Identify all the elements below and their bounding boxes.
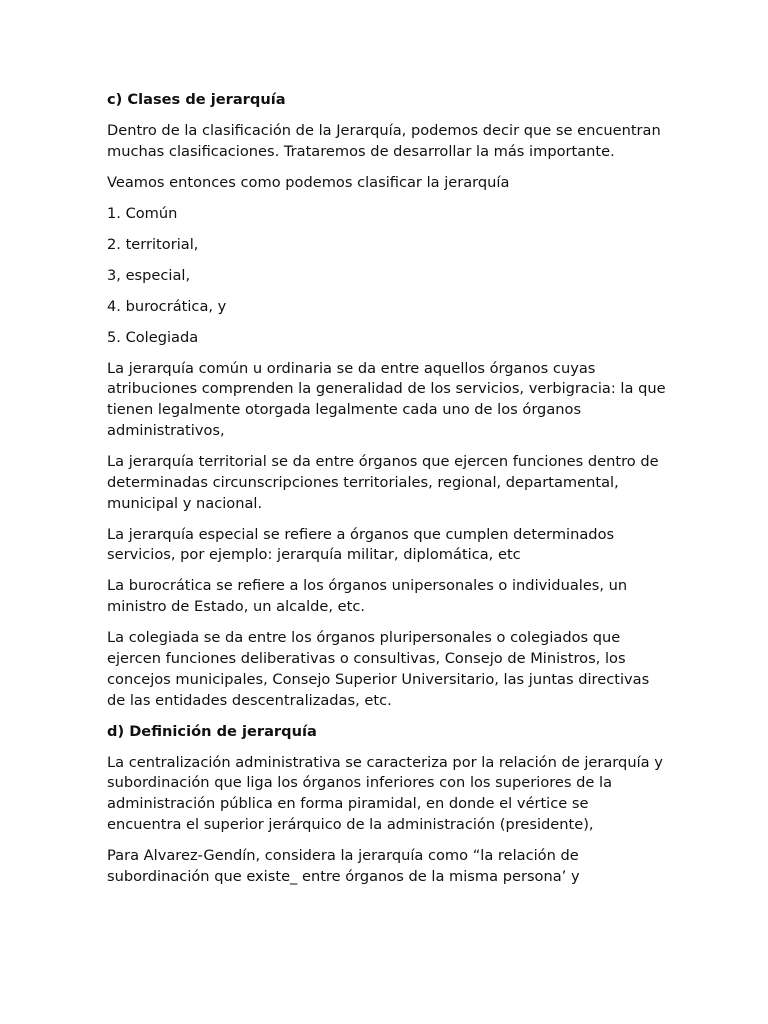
document-page [107, 90, 671, 898]
section-c-heading: c) Clases de jerarquía [107, 91, 286, 108]
list-item: 3, especial, [107, 266, 191, 284]
section-c-lead: Veamos entonces como podemos clasificar la jerarquía [107, 173, 510, 191]
paragraph-colegiada: La colegiada se da entre los órganos pluripersonales o colegiados que ejercen funciones deliberativas o consultivas, Consejo de Ministros, los concejos municipales, Consejo Superior Universitario, las juntas directivas de las entidades descentralizadas, etc. [107, 629, 654, 709]
paragraph-jerarquia-comun: La jerarquía común u ordinaria se da entre aquellos órganos cuyas atribuciones comprenden la generalidad de los servicios, verbigracia: la que tienen legalmente otorgada legalmente cada uno de los órganos administrativos, [107, 359, 671, 440]
section-d-heading: d) Definición de jerarquía [107, 722, 317, 740]
paragraph-centralizacion: La centralización administrativa se caracteriza por la relación de jerarquía y subordinación que liga los órganos inferiores con los superiores de la administración pública en forma piramidal, en donde el vértice se encuentra el superior jerárquico de la administración (presidente), [107, 753, 668, 833]
paragraph-burocratica: La burocrática se refiere a los órganos unipersonales o individuales, un ministro de Estado, un alcalde, etc. [107, 577, 632, 616]
paragraph-jerarquia-territorial: La jerarquía territorial se da entre órganos que ejercen funciones dentro de determinadas circunscripciones territoriales, regional, departamental, municipal y nacional. [107, 453, 668, 512]
paragraph-jerarquia-especial: La jerarquía especial se refiere a órganos que cumplen determinados servicios, por ejemplo: jerarquía militar, diplomática, etc [107, 525, 619, 564]
section-c-intro: Dentro de la clasificación de la Jerarquía, podemos decir que se encuentran muchas clasificaciones. Trataremos de desarrollar la más importante. [107, 121, 666, 160]
list-item: 1. Común [107, 204, 178, 222]
list-item: 2. territorial, [107, 235, 199, 253]
list-item: 5. Colegiada [107, 328, 199, 346]
list-item: 4. burocrática, y [107, 297, 227, 315]
paragraph-alvarez-gendin: Para Alvarez-Gendín, considera la jerarquía como “la relación de subordinación que existe_ entre órganos de la misma persona’ y [107, 846, 584, 885]
